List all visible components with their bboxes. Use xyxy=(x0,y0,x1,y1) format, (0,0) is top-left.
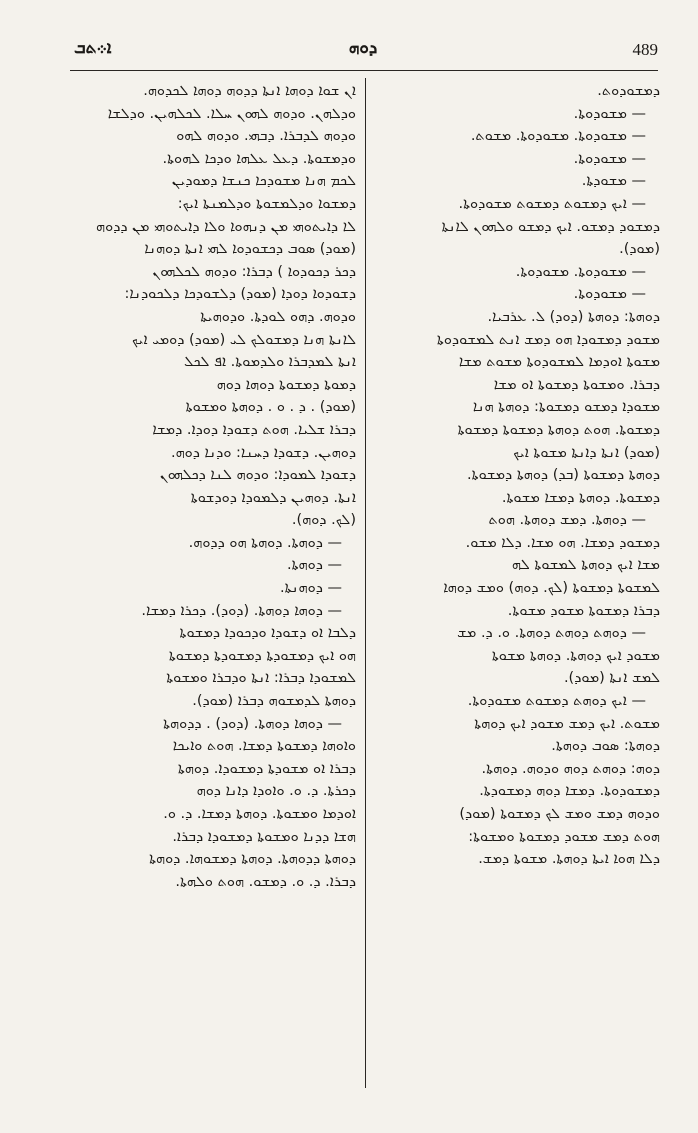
text-line: ܕܒܪܐ ܫܠܝܐ. ܗܘܬ ܕܫܘܕܐ ܕܘܕܐ. ܕܡܫܐ xyxy=(152,421,356,438)
text-line: ܕܡܘܬܐ ܕܡܫܘܬܐ ܕܘܗܐ ܕܘܗ xyxy=(216,376,356,393)
text-line: ܕܫܘܕܐ ܠܡܘܕܐ: ܘܕܘܗ ܠܢܐ ܕܟܠܗܘܢ xyxy=(159,467,356,484)
text-line: ܕܡܫܘܕ ܕܡܫܘ. ܐܝܟ ܕܡܫܘ ܘܠܗܘܢ ܠܐܢܬܐ xyxy=(441,218,660,235)
text-line: ܕܘܗܬܐ: ܕܘܗܬܐ (ܕܘܕ) ܠ. ܥܪܒܝܐ. xyxy=(487,308,660,325)
text-line: ܕܡܫܘܕ ܕܡܫܐ. ܗܘ ܡܫܐ. ܕܠܐ ܡܫܘ. xyxy=(465,534,660,551)
text-line: ܐܢܬܐ. ܕܘܗܝܢ ܕܠܡܘܕܐ ܕܘܕܫܘܬܐ xyxy=(190,489,356,506)
header-center-heading: ܕܘܗ xyxy=(348,38,378,58)
text-line: ܕܠܒܐ ܐܘ ܕܫܘܕܐ ܘܕܟܘܕܐ ܕܡܫܘܬܐ xyxy=(179,625,356,642)
text-line: — ܕܘܗܐ ܕܘܗܬܐ. (ܕܘܕ). ܕܟܪܐ ܕܡܫܐ. xyxy=(141,602,342,619)
text-line: ܡܫܘܬܐ ܐܘܕܡܐ ܠܡܫܘܕܘܬܐ ܡܫܘܬ ܡܫܐ xyxy=(458,354,660,371)
text-line: ܕܘܗܬܐ: ܣܘܒ ܕܘܗܬܐ. xyxy=(551,738,660,755)
text-line: ܠܟܡ ܗܢܐ ܡܫܘܕܟܐ ܟܢܫܐ ܕܡܘܕܝܢ xyxy=(171,173,356,190)
page-number: 489 xyxy=(632,40,658,59)
text-line: — ܐܝܟ ܕܡܫܘܬ ܕܡܫܘܬ ܡܫܘܕܘܬܐ. xyxy=(458,195,646,212)
text-line: — ܕܘܗܐ ܕܘܗܬܐ. (ܕܘܕ) . ܕܕܘܗܬܐ xyxy=(163,715,342,732)
text-line: ܕܫܘܕܘܐ ܕܘܕܐ (ܡܘܕ) ܕܠܫܘܕܟܐ ܕܠܟܘܕܢܐ: xyxy=(124,286,356,303)
text-line: (ܡܘܕ) . ܕ . ܘ . ܕܘܗܬܐ ܘܡܫܘܬܐ xyxy=(185,399,356,416)
text-line: ܕܡܫܘܕܘܬ. xyxy=(597,83,660,99)
text-line: — ܕܘܗܬܐ. ܕܘܗܬܐ ܗܘ ܕܕܘܗ. xyxy=(188,534,342,551)
text-line: ܕܟܪ ܕܟܘܕܘܐ ) ܕܒܪܐ: ܘܕܘܗ ܠܟܠܗܘܢ xyxy=(152,263,356,280)
text-line: ܐܘܕܡܐ ܘܡܫܘܬܐ. ܕܘܗܬܐ ܕܡܫܐ. ܕ. ܘ. xyxy=(163,806,356,822)
header-rule xyxy=(70,70,658,71)
text-line: ܕܘܗܬܐ ܕܡܫܘܬܐ (ܒܕ) ܕܘܗܬܐ ܕܡܫܘܬܐ. xyxy=(467,467,660,484)
text-line: ܠܡܫܘܬܐ ܕܡܫܘܬܐ (ܠܟ. ܕܘܗ) ܘܡܫ ܕܘܗܐ xyxy=(443,580,660,597)
text-line: ܘܐܘܗܐ ܕܡܫܘܬܐ ܕܡܫܐ. ܗܘܬ ܘܐܝܟܐ xyxy=(172,738,356,755)
text-line: ܗܘܬ ܕܡܫ ܡܫܘܕ ܕܡܫܘܬܐ ܘܡܫܘܬܐ: xyxy=(468,828,660,845)
text-line: ܡܫܘܬ. ܐܝܟ ܕܡܫ ܡܫܘܕ ܐܝܟ ܕܘܗܬܐ xyxy=(474,715,660,732)
text-line: ܕܒܪܐ. ܘܡܫܘܬܐ ܕܡܫܘܬܐ ܐܘ ܡܫܐ xyxy=(493,376,660,393)
text-line: ܘܕܘܗ. ܕܗܘ ܠܘܕܬܐ. ܘܕܘܗܝܬܐ xyxy=(200,308,356,325)
text-line: ܕܘܗܬܐ ܕܕܘܗܬܐ. ܕܘܗܬܐ ܕܡܫܘܗܐ. ܕܘܗܬܐ xyxy=(149,851,356,868)
text-line: (ܡܘܕ) ܣܘܒ ܕܟܫܘܕܘܐ ܠܗܝ ܐܢܬܐ ܕܘܗܢܐ xyxy=(144,241,356,258)
header-left-heading: ܐ܀ܬܒ xyxy=(74,38,112,58)
text-line: ܕܡܫܘܐ ܘܕܠܡܫܘܬܐ ܘܕܠܡܢܬܐ ܐܝܟ: xyxy=(177,195,356,212)
text-line: — ܕܘܗܬܐ. ܕܡܫ ܕܘܗܬܐ. ܗܘܬ xyxy=(488,512,646,529)
text-line: ܡܫܘܕ ܐܝܟ ܕܘܗܬܐ. ܕܘܗܬܐ ܡܫܘܬܐ xyxy=(491,647,660,664)
text-line: ܠܐܢܬܐ ܗܢܐ ܕܡܫܘܠܟ ܠܝ (ܡܘܕ) ܕܘܡܝ ܐܝܟ xyxy=(132,331,356,348)
text-line: — ܕܘܗܬ ܕܘܗܬ ܕܘܗܬܐ. ܘ. ܕ. ܡܫ xyxy=(457,625,646,642)
text-line: ܡܫܘܕ ܕܡܫܘܕܐ ܗܘ ܕܡܫ ܐܢܬ ܠܡܫܘܕܘܬܐ xyxy=(436,331,660,348)
text-line: ܕܒܪܐ ܕܡܫܘܬܐ ܡܫܘܕ ܡܫܘܬܐ. xyxy=(507,602,660,619)
text-line: (ܡܘܕ). xyxy=(619,241,660,258)
text-line: ܘܕܘܗ ܕܡܫ ܘܡܫ ܠܟ ܕܡܫܘܬܐ (ܡܘܕ) xyxy=(459,806,660,822)
text-line: — ܐܝܟ ܕܘܗܬ ܕܡܫܘܬ ܡܫܘܕܘܬܐ. xyxy=(467,693,646,710)
text-line: — ܡܫܘܕܘܬܐ. ܡܫܘܕܘܬܐ. ܡܫܘܬ. xyxy=(470,128,646,145)
text-line: ܘܕܠܗܢ. ܘܕܘܗ ܠܗܘܢ ܚܠܐ. ܠܟܠܗܝܢ. ܘܕܠܫܐ xyxy=(107,105,356,122)
text-line: (ܡܘܕ) ܐܢܬܐ ܕܐܢܬܐ ܡܫܘܬܐ ܐܝܟ xyxy=(513,444,660,461)
text-line: ܡܫܘܕܐ ܕܡܫܘ ܕܡܫܘܬܐ: ܕܘܗܬܐ ܗܢܐ xyxy=(472,399,660,416)
text-line: ܐܢ ܫܘܐ ܕܘܗܐ ܐܢܬܐ ܕܕܘܗ ܕܘܗܐ ܠܟܕܘܗ. xyxy=(143,83,356,99)
column-divider xyxy=(365,78,366,1088)
right-column xyxy=(374,80,660,871)
text-line: ܘܕܘܗ ܠܕܒܪܐ. ܕܒܗܝ. ܘܕܘܗ ܠܗܘ xyxy=(176,128,356,145)
text-line: ܐܢܬܐ ܠܡܕܒܪܐ ܘܠܕܡܘܬܐ. ܐܦ ܠܟܠ xyxy=(184,354,356,371)
text-line: ܕܘܗ: ܕܘܗܬ ܕܘܗ ܘܕܘܗ. ܕܘܗܬܐ. xyxy=(481,760,660,777)
text-line: ܕܘܗܬܐ ܠܕܡܫܘܗ ܕܒܪܐ (ܡܘܕ). xyxy=(192,693,356,710)
page-header xyxy=(64,38,662,68)
text-line: ܕܒܪܐ. ܕ. ܘ. ܕܡܫܘ. ܗܘܬ ܘܠܗܬܐ. xyxy=(175,873,356,890)
left-column xyxy=(74,80,356,893)
text-line: — ܡܫܘܕܘܬܐ. xyxy=(573,105,646,122)
text-line: ܗܘ ܐܝܟ ܕܡܫܘܕܬܐ ܕܡܫܘܕܬܐ ܕܡܫܘܬܐ xyxy=(168,647,356,664)
text-line: — ܡܫܘܕܬܐ. xyxy=(581,173,646,190)
text-line: ܕܡܫܘܬܐ. ܗܘܬ ܕܘܗܬܐ ܕܡܫܘܬܐ ܕܡܫܘܬܐ xyxy=(457,421,660,438)
text-line: ܕܡܫܘܬܐ. ܕܘܗܬܐ ܕܡܫܐ ܡܫܘܬܐ. xyxy=(501,489,660,506)
text-line: ܕܠܐ ܗܘܐ ܐܝܬܐ ܕܘܗܬܐ. ܡܫܘܬܐ ܕܡܫ. xyxy=(478,851,660,868)
text-line: (ܠܟ. ܕܘܗ). xyxy=(291,512,356,529)
text-line: — ܡܫܘܕܘܬܐ. ܡܫܘܕܘܬܐ. xyxy=(515,263,646,280)
text-line: ܠܡܫܘܕܐ ܕܒܪܐ: ܐܢܬܐ ܘܕܒܪܐ ܘܡܫܘܬܐ xyxy=(166,670,356,687)
text-line: ܠܐ ܕܐܝܬܘܗܝ ܡܢ ܕܢܗܘܐ ܘܠܐ ܕܐܝܬܘܗܝ ܡܢ ܕܕܘܗ xyxy=(96,218,356,235)
text-line: — ܡܫܘܕܘܬܐ. xyxy=(573,150,646,167)
text-line: ܗܫܐ ܕܕܢܐ ܘܡܫܘܬܐ ܕܡܫܘܕܐ ܕܒܪܐ. xyxy=(172,828,356,845)
text-line: ܕܒܪܐ ܐܘ ܡܫܘܕܬܐ ܕܡܫܘܕܐ. ܕܘܗܬܐ xyxy=(177,760,356,777)
text-line: ܕܡܫܘܕܘܬܐ. ܕܡܫܐ ܕܘܗ ܕܡܫܘܕܬܐ. xyxy=(479,783,660,800)
text-line: — ܕܘܗܬܐ. xyxy=(287,557,342,574)
text-line: ܕܘܗܝܢ. ܕܫܘܕܐ ܕܚܢܐ: ܘܕܢܐ ܕܘܗ. xyxy=(171,444,356,461)
text-line: — ܡܫܘܕܘܬܐ. xyxy=(573,286,646,303)
text-line: ܘܕܡܫܘܬܐ. ܕܥܠ ܥܠܗܐ ܘܕܟܐ ܠܗܘܬܐ. xyxy=(162,150,356,167)
text-line: — ܕܘܗܢܬܐ. xyxy=(280,580,342,597)
text-line: ܕܟܪܬܐ. ܕ. ܘ. ܘܐܘܕܐ ܕܐܢܐ ܕܘܗ xyxy=(196,783,356,800)
text-line: ܡܫܐ ܐܝܟ ܕܘܗܬܐ ܠܡܫܘܬܐ ܠܗ xyxy=(511,557,660,574)
text-line: ܠܡܫ ܐܢܬܐ (ܡܘܕ). xyxy=(563,670,660,687)
